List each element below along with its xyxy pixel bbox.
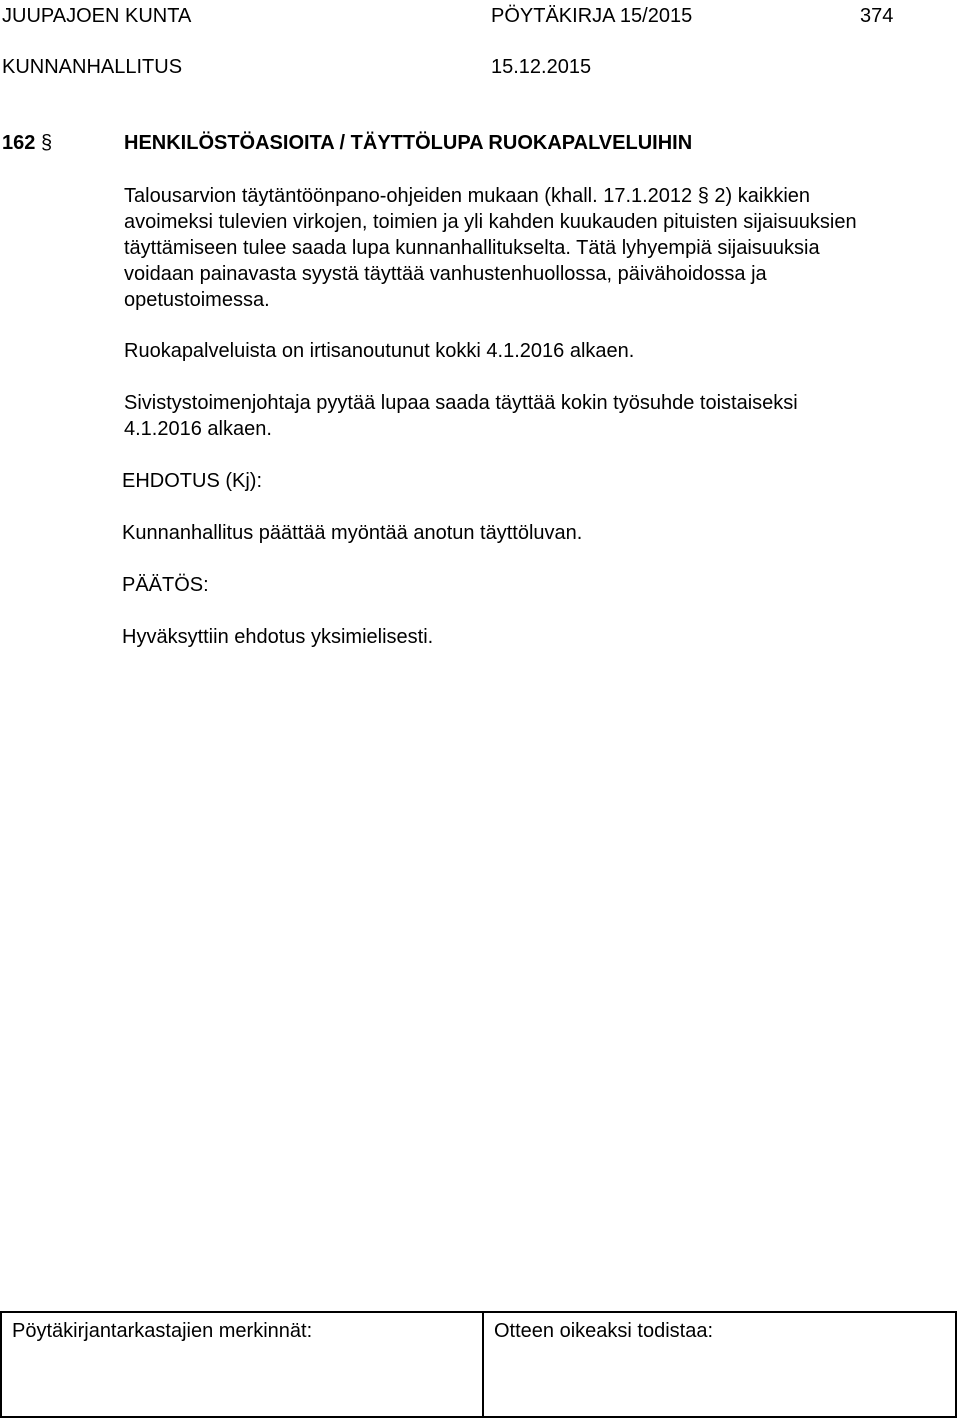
decision-text: Hyväksyttiin ehdotus yksimielisesti.	[122, 626, 434, 648]
paragraph-line: 4.1.2016 alkaen.	[124, 418, 272, 440]
reviewers-cell	[2, 1313, 484, 1416]
paragraph-line: avoimeksi tulevien virkojen, toimien ja yli kahden kuukauden pituisten sijaisuuksien	[124, 211, 857, 233]
paragraph-line: Sivistystoimenjohtaja pyytää lupaa saada täyttää kokin työsuhde toistaiseksi	[124, 392, 798, 414]
page-number: 374	[860, 5, 894, 27]
paragraph-line: täyttämiseen tulee saada lupa kunnanhallitukselta. Tätä lyhyempiä sijaisuuksia	[124, 237, 820, 259]
paragraph-line: opetustoimessa.	[124, 289, 270, 311]
municipality-name: JUUPAJOEN KUNTA	[2, 5, 192, 27]
paragraph-line: Talousarvion täytäntöönpano-ohjeiden mukaan (khall. 17.1.2012 § 2) kaikkien	[124, 185, 811, 207]
reviewers-label: Pöytäkirjantarkastajien merkinnät:	[12, 1320, 313, 1342]
certified-cell	[484, 1313, 955, 1416]
decision-label: PÄÄTÖS:	[122, 574, 209, 596]
paragraph-background	[124, 183, 954, 313]
section-title: HENKILÖSTÖASIOITA / TÄYTTÖLUPA RUOKAPALVELUIHIN	[124, 132, 693, 154]
meeting-date: 15.12.2015	[491, 56, 592, 78]
governing-body: KUNNANHALLITUS	[2, 56, 183, 78]
paragraph-request	[124, 390, 954, 442]
minutes-number: PÖYTÄKIRJA 15/2015	[491, 5, 693, 27]
section-number-value: 162	[2, 132, 36, 154]
paragraph-resignation: Ruokapalveluista on irtisanoutunut kokki 4.1.2016 alkaen.	[124, 340, 635, 362]
section-number	[2, 131, 52, 155]
paragraph-line: voidaan painavasta syystä täyttää vanhustenhuollossa, päivähoidossa ja	[124, 263, 767, 285]
proposal-label: EHDOTUS (Kj):	[122, 470, 262, 492]
proposal-text: Kunnanhallitus päättää myöntää anotun täyttöluvan.	[122, 522, 583, 544]
section-symbol: §	[40, 132, 53, 154]
footer-signature-table	[0, 1311, 957, 1418]
certified-label: Otteen oikeaksi todistaa:	[494, 1320, 714, 1342]
